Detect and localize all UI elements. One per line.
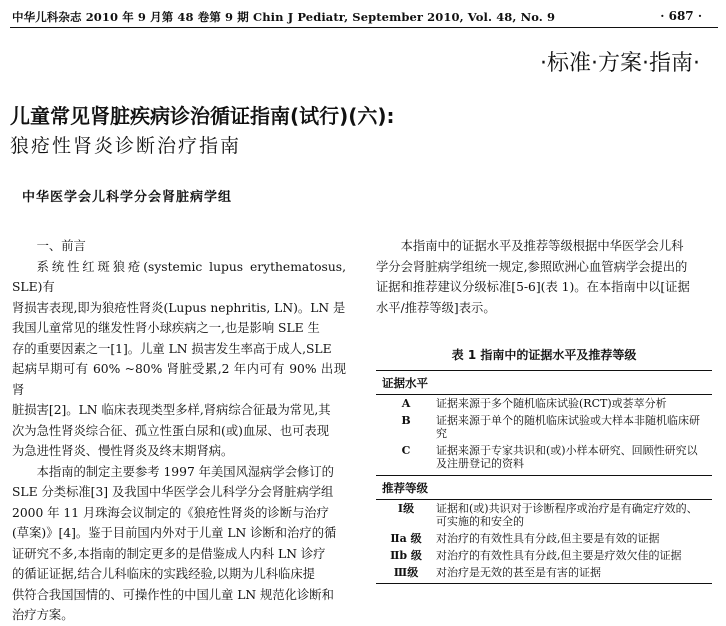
table-row [376, 500, 712, 530]
text-line: 的循证证据,结合儿科临床的实践经验,以期为儿科临床提 [12, 567, 315, 581]
intro-paragraph [12, 257, 346, 462]
grade-code: Ⅲ级 [393, 566, 419, 579]
text-line: 起病早期可有 60% ~80% 肾脏受累,2 年内可有 90% 出现肾 [12, 362, 346, 397]
level-description: 证据来源于专家共识和(或)小样本研究、回顾性研究以及注册登记的资料 [436, 444, 698, 470]
header-divider [10, 27, 718, 28]
text-line: 次为急性肾炎综合征、孤立性蛋白尿和(或)血尿、也可表现 [12, 423, 330, 438]
level-code: B [401, 414, 411, 427]
text-line: 证据和推荐建议分级标准[5-6](表 1)。在本指南中以[证据 [376, 280, 690, 294]
level-code: A [401, 397, 411, 410]
text-line: 本指南中的证据水平及推荐等级根据中华医学会儿科 [400, 239, 684, 253]
grade-description: 对治疗的有效性具有分歧,但主要是疗效欠佳的证据 [436, 549, 682, 562]
level-description: 证据来源于单个的随机临床试验或大样本非随机临床研究 [436, 414, 700, 440]
right-column [376, 236, 712, 318]
text-line: SLE 分类标准[3] 及我国中华医学会儿科学分会肾脏病学组 [12, 485, 334, 499]
table-row [376, 564, 712, 581]
grade-description: 对治疗是无效的甚至是有害的证据 [436, 566, 601, 579]
basis-paragraph [12, 462, 346, 626]
table-row [376, 547, 712, 564]
table-caption: 表 1 指南中的证据水平及推荐等级 [451, 348, 637, 362]
evidence-level-header: 证据水平 [382, 376, 428, 390]
section-banner: ·标准·方案·指南· [540, 51, 700, 76]
text-line: 存的重要因素之一[1]。儿童 LN 损害发生率高于成人,SLE [12, 341, 332, 356]
text-line: 水平/推荐等级]表示。 [376, 300, 496, 315]
grade-description: 对治疗的有效性具有分歧,但主要是有效的证据 [436, 532, 660, 545]
table-row [376, 442, 712, 472]
text-line: 我国儿童常见的继发性肾小球疾病之一,也是影响 SLE 生 [12, 321, 320, 335]
text-line: 学分会肾脏病学组统一规定,参照欧洲心血管病学会提出的 [376, 259, 688, 274]
text-line: 2000 年 11 月珠海会议制定的《狼疮性肾炎的诊断与治疗 [12, 505, 329, 520]
article-title: 儿童常见肾脏疾病诊治循证指南(试行)(六): [10, 104, 395, 128]
article-author: 中华医学会儿科学分会肾脏病学组 [22, 190, 233, 205]
text-line: 本指南的制定主要参考 1997 年美国风湿病学会修订的 [36, 464, 334, 479]
table-row [376, 395, 712, 412]
evidence-table [376, 370, 712, 584]
text-line: 为急进性肾炎、慢性肾炎及终末期肾病。 [12, 444, 234, 458]
text-line: 肾损害表现,即为狼疮性肾炎(Lupus nephritis, LN)。LN 是 [12, 300, 346, 315]
section-heading: 一、前言 [36, 239, 86, 253]
table-bottom-rule [376, 583, 712, 584]
table-row [376, 412, 712, 442]
grade-description: 证据和(或)共识对于诊断程序或治疗是有确定疗效的、可实施的和安全的 [436, 502, 698, 528]
grade-code: Ⅱb 级 [390, 549, 422, 562]
page-number: · 687 · [660, 9, 702, 23]
article-subtitle: 狼疮性肾炎诊断治疗指南 [10, 135, 242, 157]
text-line: 治疗方案。 [12, 608, 74, 622]
recommendation-grade-header: 推荐等级 [382, 481, 428, 495]
level-code: C [401, 444, 411, 457]
text-line: 系统性红斑狼疮(systemic lupus erythematosus, SLE)有 [12, 259, 346, 294]
left-column [12, 236, 346, 626]
text-line: 供符合我国国情的、可操作性的中国儿童 LN 规范化诊断和 [12, 587, 334, 602]
text-line: (草案)》[4]。鉴于目前国内外对于儿童 LN 诊断和治疗的循 [12, 526, 337, 540]
table-row [376, 530, 712, 547]
text-line: 证研究不多,本指南的制定更多的是借鉴成人内科 LN 诊疗 [12, 546, 326, 561]
grade-code: Ⅰ级 [397, 502, 415, 515]
level-description: 证据来源于多个随机临床试验(RCT)或荟萃分析 [436, 397, 667, 410]
text-line: 脏损害[2]。LN 临床表现类型多样,肾病综合征最为常见,其 [12, 403, 331, 417]
journal-citation: 中华儿科杂志 2010 年 9 月第 48 卷第 9 期 Chin J Pediatr, September 2010, Vol. 48, No. 9 [12, 10, 556, 24]
grade-code: Ⅱa 级 [390, 532, 422, 545]
